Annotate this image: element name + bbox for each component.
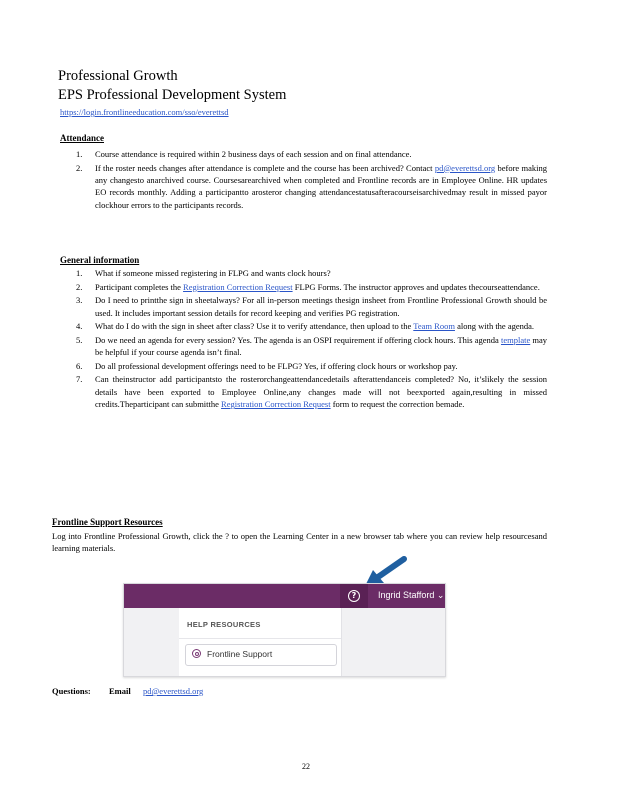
general-info-list [76, 267, 548, 412]
questions-label: Questions: [52, 686, 91, 696]
list-item [76, 162, 548, 212]
support-paragraph: Log into Frontline Professional Growth, click the ? to open the Learning Center in a new browser tab where you can review help resourcesand learning materials. [52, 531, 547, 554]
lifebuoy-icon [192, 649, 201, 658]
list-text: form to request the correction bemade. [332, 399, 465, 410]
list-text: Participant completes the [95, 281, 181, 292]
list-number: 3. [76, 295, 83, 306]
list-text: Can theinstructor add participantsto the rosterorchangeattendancedetails afterattendanceis completed? No, it’slikely the session details have been exported to Employee Online,any changes made will not beexported again,resulting in missed credits.Theparticipant can submitthe [95, 374, 547, 410]
divider [179, 638, 341, 639]
list-number: 5. [76, 334, 83, 345]
list-number: 6. [76, 360, 83, 371]
help-button[interactable] [340, 584, 368, 608]
list-number: 1. [76, 268, 83, 278]
list-text: Do we need an agenda for every session? Yes. The agenda is an OSPI requirement if offering clock hours. This agenda [95, 334, 499, 345]
list-item [76, 373, 547, 410]
list-text: FLPG Forms. The instructor approves and updates thecourseattendance. [294, 281, 540, 292]
attendance-heading: Attendance [60, 133, 104, 143]
registration-correction-link[interactable]: Registration Correction Request [221, 399, 331, 410]
frontline-login-link[interactable]: https://login.frontlineeducation.com/sso/everettsd [60, 107, 229, 117]
list-text: may be helpful if your course agenda isn’t final. [95, 334, 548, 358]
attendance-list [76, 148, 548, 212]
registration-correction-link[interactable]: Registration Correction Request [183, 281, 293, 292]
list-item [76, 334, 548, 359]
help-resources-heading: HELP RESOURCES [187, 620, 261, 629]
user-name: Ingrid Stafford [378, 590, 435, 600]
frontline-support-item[interactable] [185, 644, 337, 666]
list-text: Do all professional development offerings need to be FLPG? Yes, if offering clock hours or workshop pay. [95, 360, 458, 371]
list-number: 2. [76, 281, 83, 292]
list-text: along with the agenda. [457, 321, 535, 332]
list-item [76, 294, 547, 319]
list-text: What if someone missed registering in FLPG and wants clock hours? [95, 268, 331, 278]
pd-email-link[interactable]: pd@everettsd.org [434, 162, 496, 173]
frontline-support-label: Frontline Support [207, 649, 273, 659]
help-menu-screenshot [123, 583, 446, 677]
help-dropdown [179, 608, 342, 676]
list-number: 1. [76, 149, 83, 159]
list-item [76, 148, 547, 160]
app-top-bar [124, 584, 445, 608]
list-item [76, 281, 547, 293]
user-menu[interactable] [378, 590, 444, 601]
list-text: If the roster needs changes after attendance is complete and the course has been archived? Contact [95, 162, 433, 173]
list-number: 4. [76, 321, 83, 332]
agenda-template-link[interactable]: template [500, 334, 531, 345]
team-room-link[interactable]: Team Room [413, 321, 455, 332]
questions-line [52, 686, 203, 696]
list-text: Course attendance is required within 2 business days of each session and on final attendance. [95, 149, 412, 159]
page-number: 22 [302, 762, 310, 771]
question-mark-icon: ? [348, 590, 360, 602]
list-text: What do I do with the sign in sheet after class? Use it to verify attendance, then upload to the [95, 321, 412, 332]
list-item [76, 320, 547, 332]
support-heading: Frontline Support Resources [52, 517, 163, 527]
list-text: Do I need to printthe sign in sheetalways? For all in-person meetings thesign insheet from Frontline Professional Growth should be used. It includes important session details for record keeping and verifies PG registration. [95, 295, 547, 318]
chevron-down-icon: ⌄ [436, 590, 445, 600]
email-label: Email [108, 686, 131, 696]
list-text: before making any changesto anarchived course. Coursesarearchived when completed and Frontline records are in Employee Online. HR updates EO records monthly. Adding a participantto arosteror changing attendancestatusafteracourseisarchivedmay result in missed payor clockhour errors to the participants records. [95, 162, 548, 210]
list-number: 7. [76, 374, 83, 385]
questions-email-link[interactable]: pd@everettsd.org [142, 686, 204, 696]
list-number: 2. [76, 162, 83, 173]
doc-title-line1: Professional Growth [58, 68, 178, 84]
general-info-heading: General information [60, 255, 140, 265]
doc-title-line2: EPS Professional Development System [58, 87, 287, 103]
list-item [76, 360, 547, 372]
list-item [76, 267, 547, 279]
